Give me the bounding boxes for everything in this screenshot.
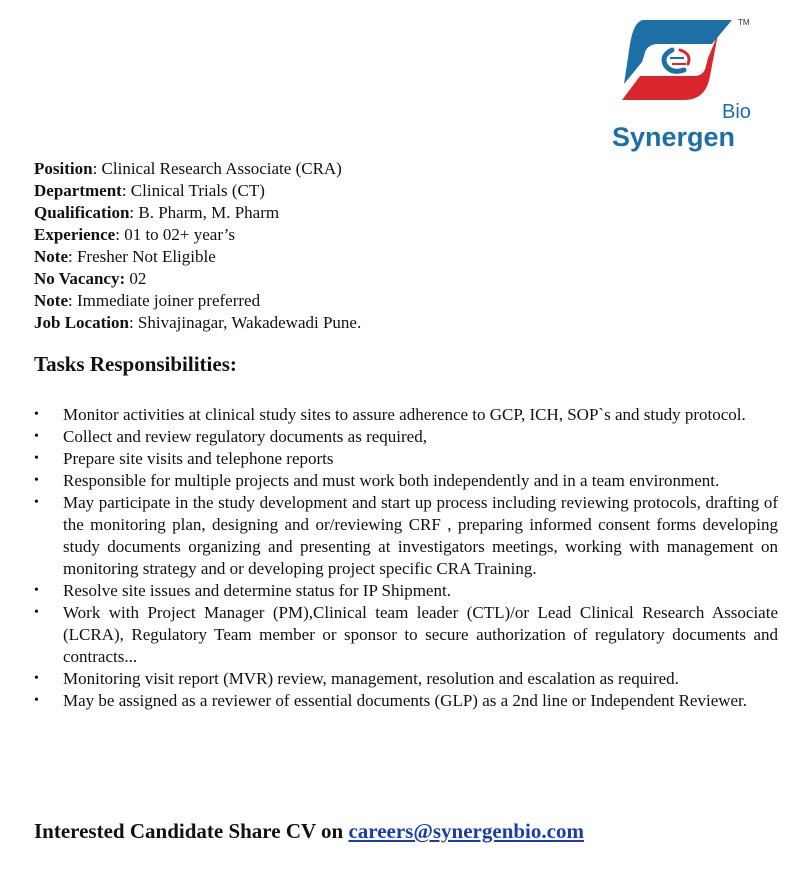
company-logo (600, 14, 760, 154)
detail-value: Clinical Research Associate (CRA) (101, 159, 342, 178)
bullet-icon: • (34, 407, 39, 422)
bullet-icon: • (34, 605, 39, 620)
detail-value: 01 to 02+ year’s (124, 225, 235, 244)
detail-location: Job Location: Shivajinagar, Wakadewadi Pune. (34, 313, 362, 332)
bullet-icon: • (34, 693, 39, 708)
section-heading: Tasks Responsibilities: (34, 352, 237, 376)
detail-note: Note: Fresher Not Eligible (34, 247, 216, 266)
detail-vacancy (34, 268, 361, 290)
detail-value: Clinical Trials (CT) (130, 181, 265, 200)
email-link[interactable]: careers@synergenbio.com (348, 819, 584, 843)
bullet-icon: • (34, 473, 39, 488)
trademark-symbol: TM (738, 18, 750, 27)
detail-value: Fresher Not Eligible (76, 247, 216, 266)
footer-text: Interested Candidate Share CV on (34, 819, 349, 843)
list-item: • May participate in the study development and start up process including reviewing protocols, drafting of the monitoring plan, designing and or/reviewing CRF , preparing informed consent forms developing study documents organizing and presenting at investigators meetings, working with management on monitoring strategy and or developing project specific CRA Training. (34, 493, 778, 578)
list-item: • Monitoring visit report (MVR) review, management, resolution and escalation as required. (34, 669, 679, 688)
detail-label: No Vacancy: (34, 269, 126, 288)
detail-label: Qualification (34, 203, 130, 222)
list-item: • Monitor activities at clinical study sites to assure adherence to GCP, ICH, SOP`s and study protocol. (34, 405, 746, 424)
detail-experience: Experience: 01 to 02+ year’s (34, 225, 235, 244)
detail-note-joiner: Note: Immediate joiner preferred (34, 291, 261, 310)
detail-label: Department (34, 181, 122, 200)
list-item: • May be assigned as a reviewer of essential documents (GLP) as a 2nd line or Independent Reviewer. (34, 691, 748, 710)
detail-label: Experience (34, 225, 116, 244)
detail-label: Position (34, 159, 93, 178)
logo-bio-text: Bio (722, 101, 751, 123)
detail-position: Position: Clinical Research Associate (CRA) (34, 159, 342, 178)
list-item: • Work with Project Manager (PM),Clinical team leader (CTL)/or Lead Clinical Research Associate (LCRA), Regulatory Team member or sponsor to secure authorization of regulatory documents and contracts... (34, 603, 778, 666)
bullet-icon: • (34, 429, 39, 444)
bullet-icon: • (34, 583, 39, 598)
synergen-logo-mark-icon (614, 14, 738, 106)
detail-label: Note (34, 291, 68, 310)
logo-brand-text: Synergen (612, 122, 736, 152)
detail-value: Immediate joiner preferred (76, 291, 261, 310)
bullet-icon: • (34, 495, 39, 510)
detail-label: Note (34, 247, 68, 266)
bullet-icon: • (34, 451, 39, 466)
list-item: • Responsible for multiple projects and must work both independently and in a team environment. (34, 471, 720, 490)
detail-qualification: Qualification: B. Pharm, M. Pharm (34, 203, 280, 222)
list-item: • Prepare site visits and telephone reports (34, 449, 334, 468)
footer-cta (34, 819, 584, 844)
task-list (34, 404, 778, 712)
detail-label: Job Location (34, 313, 129, 332)
list-item: • Collect and review regulatory documents as required, (34, 427, 427, 446)
job-details (34, 158, 361, 334)
detail-value: Shivajinagar, Wakadewadi Pune. (137, 313, 362, 332)
bullet-icon: • (34, 671, 39, 686)
detail-department: Department: Clinical Trials (CT) (34, 181, 265, 200)
list-item: • Resolve site issues and determine status for IP Shipment. (34, 581, 451, 600)
detail-value: B. Pharm, M. Pharm (138, 203, 280, 222)
detail-value: 02 (129, 269, 147, 288)
